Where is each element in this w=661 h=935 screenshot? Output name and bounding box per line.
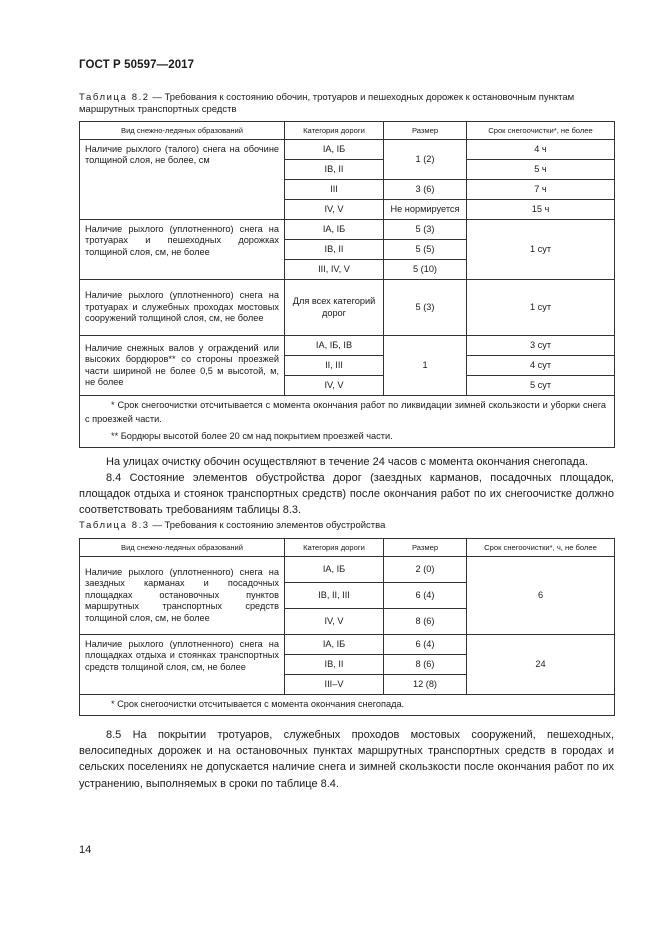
page-number: 14 [79,844,92,856]
cell-description: Наличие рыхлого (уплотненного) снега на заездных карманах и посадочных площадках остановочных пунктов маршрутных транспортных средств толщиной слоя, см, не более [80,557,285,635]
cell-size: 1 (2) [384,140,467,180]
cell-category: IB, II [285,160,384,180]
cell-size: 3 (6) [384,180,467,200]
paragraph-8-4: 8.4 Состояние элементов обустройства дорог (заездных карманов, посадочных площадок, площадок отдыха и стоянок транспортных средств) после окончания работ по их снегоочистке должно соответствовать требованиям таблицы 8.3. [79,472,614,517]
table-8-2-caption-label: Таблица 8.2 [79,92,150,103]
table-8-3-caption-text: — Требования к состоянию элементов обустройства [149,520,386,531]
cell-size: 2 (0) [384,557,467,583]
cell-size: 6 (4) [384,583,467,609]
cell-category: Для всех категорий дорог [285,280,384,336]
table-notes [80,695,615,716]
cell-category: IA, IБ, IB [285,336,384,356]
table-notes-row [80,695,615,716]
footnote: ** Бордюры высотой более 20 см над покрытием проезжей части. [111,431,393,441]
cell-size: 12 (8) [384,675,467,695]
cell-term: 1 сут [467,280,615,336]
cell-description: Наличие снежных валов у ограждений или высоких бордюров** со стороны проезжей части шириной не более 0,5 м высотой, м, не более [80,336,285,396]
cell-category: IV, V [285,376,384,396]
cell-size: 5 (3) [384,220,467,240]
cell-term: 1 сут [467,220,615,280]
footnote: * Срок снегоочистки отсчитывается с момента окончания снегопада. [111,699,405,709]
cell-size: 5 (5) [384,240,467,260]
column-header: Срок снегоочистки*, ч, не более [467,539,615,557]
cell-term: 15 ч [467,200,615,220]
cell-category: III, IV, V [285,260,384,280]
table-notes [80,396,615,448]
table-row [80,280,615,336]
cell-size: 8 (6) [384,609,467,635]
cell-category: IA, IБ [285,635,384,655]
cell-category: IA, IБ [285,140,384,160]
cell-term: 3 сут [467,336,615,356]
column-header: Срок снегоочистки*, не более [467,122,615,140]
table-8-3-caption-label: Таблица 8.3 [79,520,150,531]
column-header: Категория дороги [285,122,384,140]
table-header-row [80,539,615,557]
paragraph-8-5: 8.5 На покрытии тротуаров, служебных проходов мостовых сооружений, пешеходных, велосипедных дорожек и на остановочных пунктах маршрутных транспортных средств в городах и сельских поселениях не допускается наличие снега и зимней скользкости после окончания работ по их устранению, выполняемых в сроки по таблице 8.4. [79,729,614,790]
table-8-2-caption-text: — Требования к состоянию обочин, тротуаров и пешеходных дорожек к остановочным пунктам маршрутных транспортных средств [79,92,575,115]
cell-term: 5 ч [467,160,615,180]
cell-category: IB, II, III [285,583,384,609]
column-header: Вид снежно-ледяных образований [80,539,285,557]
cell-category: IB, II [285,240,384,260]
cell-term: 5 сут [467,376,615,396]
cell-category: IA, IБ [285,557,384,583]
cell-description: Наличие рыхлого (уплотненного) снега на площадках отдыха и стоянках транспортных средств толщиной слоя, см, не более [80,635,285,695]
table-row [80,557,615,583]
table-8-3-caption [79,520,614,532]
column-header: Категория дороги [285,539,384,557]
cell-term: 6 [467,557,615,635]
cell-category: IA, IБ [285,220,384,240]
table-8-3 [79,538,615,716]
table-8-2-caption [79,92,614,116]
cell-category: IV, V [285,200,384,220]
table-row [80,140,615,160]
cell-category: II, III [285,356,384,376]
cell-size: 8 (6) [384,655,467,675]
table-row [80,220,615,240]
table-8-2 [79,121,615,448]
paragraph: На улицах очистку обочин осуществляют в течение 24 часов с момента окончания снегопада. [106,456,589,468]
cell-term: 7 ч [467,180,615,200]
table-row [80,336,615,356]
cell-category: III–V [285,675,384,695]
footnote: * Срок снегоочистки отсчитывается с момента окончания работ по ликвидации зимней скользкости и уборки снега с проезжей части. [85,400,606,424]
cell-term: 24 [467,635,615,695]
cell-term: 4 сут [467,356,615,376]
cell-size: 6 (4) [384,635,467,655]
table-notes-row [80,396,615,448]
document-header: ГОСТ Р 50597—2017 [79,59,195,71]
column-header: Размер [384,539,467,557]
table-header-row [80,122,615,140]
cell-size: 5 (10) [384,260,467,280]
cell-category: III [285,180,384,200]
cell-category: IV, V [285,609,384,635]
cell-description: Наличие рыхлого (уплотненного) снега на тротуарах и служебных проходах мостовых сооружений толщиной слоя, см, не более [80,280,285,336]
cell-size: 5 (3) [384,280,467,336]
column-header: Размер [384,122,467,140]
cell-size: Не нормируется [384,200,467,220]
cell-term: 4 ч [467,140,615,160]
cell-category: IB, II [285,655,384,675]
cell-size: 1 [384,336,467,396]
cell-description: Наличие рыхлого (талого) снега на обочине толщиной слоя, не более, см [80,140,285,220]
column-header: Вид снежно-ледяных образований [80,122,285,140]
table-row [80,635,615,655]
cell-description: Наличие рыхлого (уплотненного) снега на тротуарах и пешеходных дорожках толщиной слоя, см, не более [80,220,285,280]
